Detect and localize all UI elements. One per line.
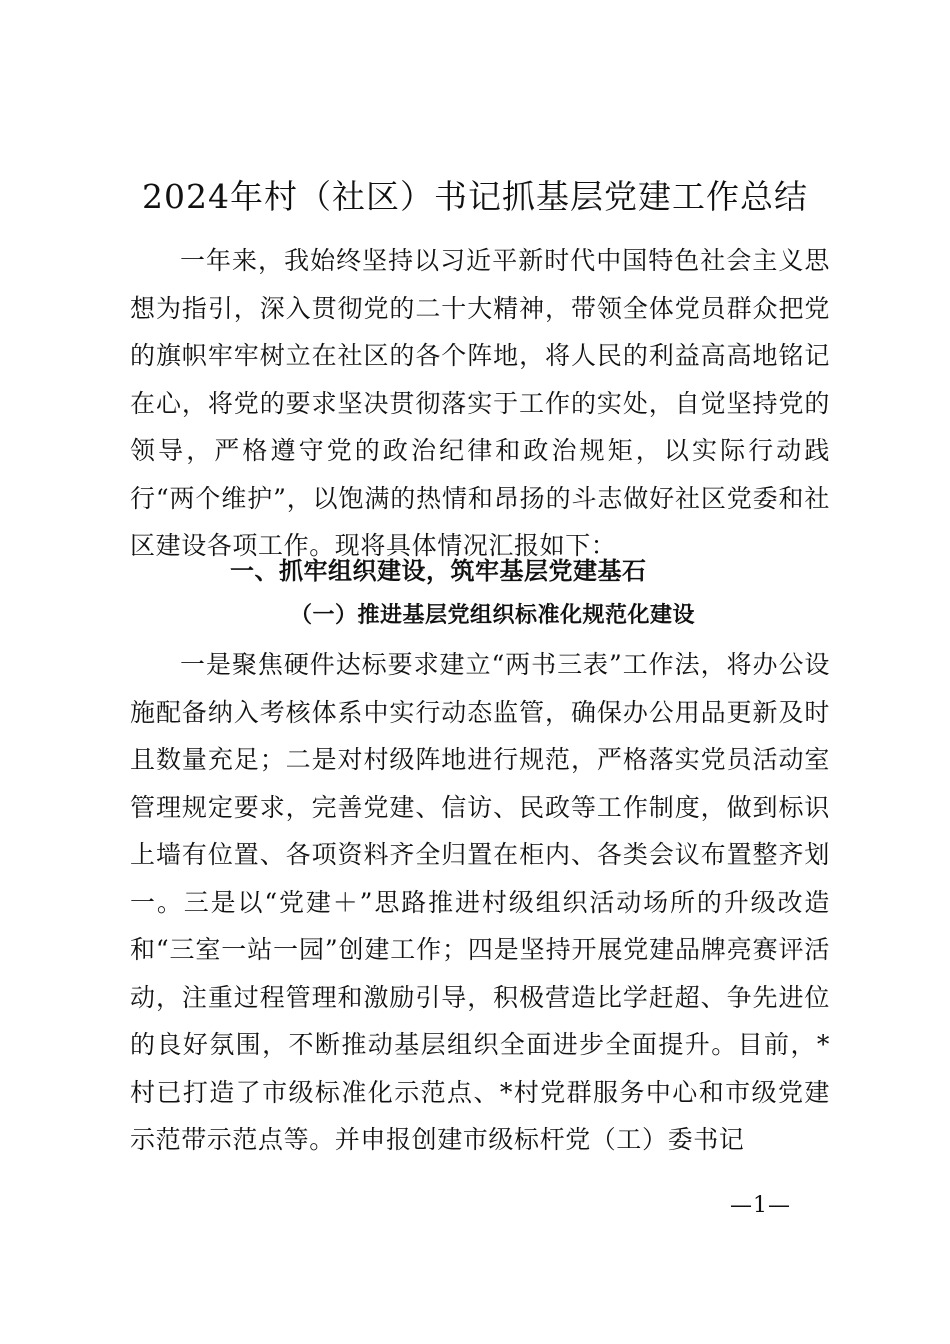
page-number: —1— (730, 1193, 791, 1218)
subsection-heading-wrap (130, 592, 830, 640)
subsection-body (130, 641, 830, 1164)
section-headings (130, 548, 830, 596)
document-title: 2024年村（社区）书记抓基层党建工作总结 (142, 177, 808, 216)
intro-paragraph: 一年来，我始终坚持以习近平新时代中国特色社会主义思想为指引，深入贯彻党的二十大精神，带领全体党员群众把党的旗帜牢牢树立在社区的各个阵地，将人民的利益高高地铭记在心，将党的要求坚决贯彻落实于工作的实处，自觉坚持党的领导，严格遵守党的政治纪律和政治规矩，以实际行动践行“两个维护”，以饱满的热情和昂扬的斗志做好社区党委和社区建设各项工作。现将具体情况汇报如下： (130, 246, 830, 560)
document-body (130, 237, 830, 570)
subsection-paragraph: 一是聚焦硬件达标要求建立“两书三表”工作法，将办公设施配备纳入考核体系中实行动态监管，确保办公用品更新及时且数量充足；二是对村级阵地进行规范，严格落实党员活动室管理规定要求，完善党建、信访、民政等工作制度，做到标识上墙有位置、各项资料齐全归置在柜内、各类会议布置整齐划一。三是以“党建＋”思路推进村级组织活动场所的升级改造和“三室一站一园”创建工作；四是坚持开展党建品牌亮赛评活动，注重过程管理和激励引导，积极营造比学赶超、争先进位的良好氛围，不断推动基层组织全面进步全面提升。目前，*村已打造了市级标准化示范点、*村党群服务中心和市级党建示范带示范点等。并申报创建市级标杆党（工）委书记 (130, 650, 830, 1154)
section-heading: 一、抓牢组织建设，筑牢基层党建基石 (230, 557, 647, 585)
subsection-heading: （一）推进基层党组织标准化规范化建设 (290, 602, 696, 628)
